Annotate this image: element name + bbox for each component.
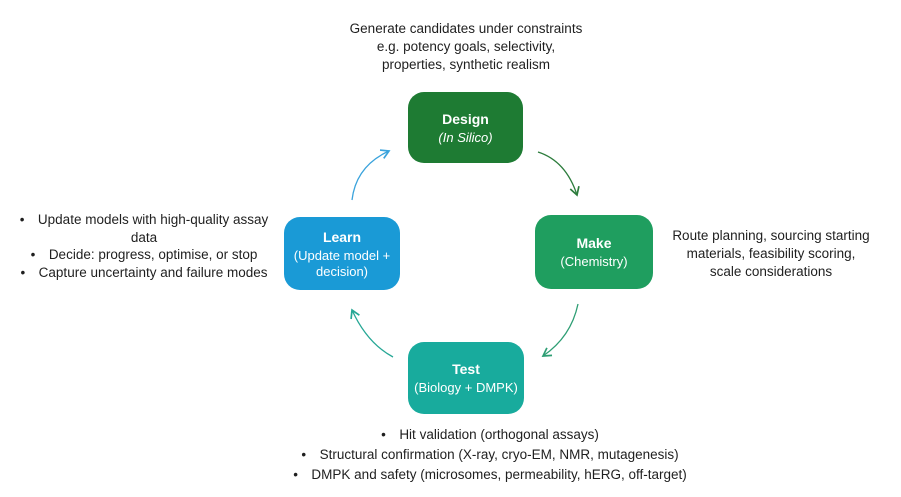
make-node bbox=[535, 215, 653, 289]
test-note bbox=[230, 425, 750, 485]
arrow-make-to-test bbox=[543, 304, 578, 356]
design-note-line: e.g. potency goals, selectivity, bbox=[376, 39, 556, 54]
make-node-subtitle: (Chemistry) bbox=[560, 254, 628, 269]
learn-note bbox=[8, 211, 280, 281]
test-node-title: Test bbox=[452, 361, 480, 377]
learn-note-item: • Capture uncertainty and failure modes bbox=[8, 264, 280, 282]
design-note-line: Generate candidates under constraints bbox=[349, 21, 583, 36]
make-node-title: Make bbox=[576, 235, 612, 251]
learn-note-item: • Update models with high-quality assay data bbox=[8, 211, 280, 246]
design-note-line: properties, synthetic realism bbox=[381, 57, 551, 72]
design-node-title: Design bbox=[442, 110, 489, 127]
learn-node-title: Learn bbox=[322, 228, 362, 245]
test-note-item: • DMPK and safety (microsomes, permeability, hERG, off-target) bbox=[230, 465, 750, 485]
test-note-item: • Structural confirmation (X-ray, cryo-EM, NMR, mutagenesis) bbox=[230, 445, 750, 465]
arrow-learn-to-design bbox=[352, 151, 389, 200]
make-note-line: scale considerations bbox=[709, 264, 833, 279]
make-note-line: materials, feasibility scoring, bbox=[686, 246, 856, 261]
learn-note-item: • Decide: progress, optimise, or stop bbox=[8, 246, 280, 264]
make-note-line: Route planning, sourcing starting bbox=[672, 228, 870, 243]
arrow-design-to-make bbox=[538, 152, 577, 195]
design-node-subtitle: (In Silico) bbox=[438, 129, 493, 145]
learn-node-subtitle: (Update model + decision) bbox=[293, 247, 391, 279]
learn-node bbox=[284, 217, 400, 290]
design-note bbox=[300, 20, 632, 74]
test-note-item: • Hit validation (orthogonal assays) bbox=[230, 425, 750, 445]
test-node bbox=[408, 342, 524, 414]
make-note bbox=[655, 227, 887, 281]
design-node bbox=[408, 92, 523, 163]
test-node-subtitle: (Biology + DMPK) bbox=[414, 380, 518, 395]
arrow-test-to-learn bbox=[352, 310, 393, 357]
